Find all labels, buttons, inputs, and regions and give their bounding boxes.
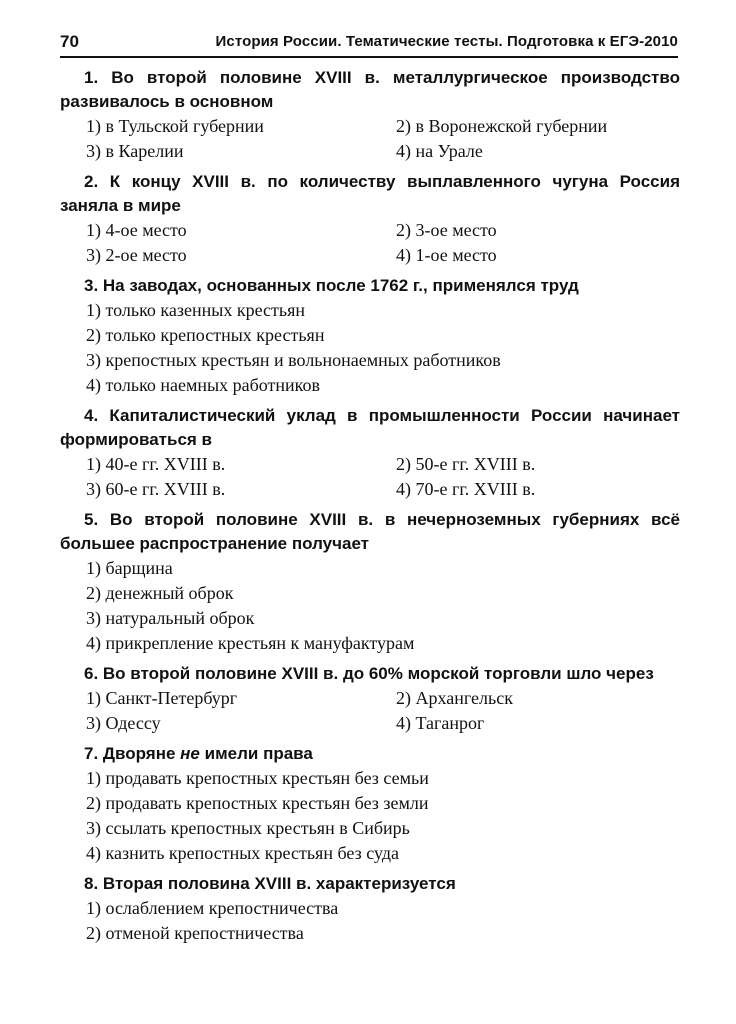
option: 2) продавать крепостных крестьян без земли	[86, 793, 429, 813]
option: 4) 70-е гг. XVIII в.	[396, 479, 536, 499]
question-7-text	[60, 742, 680, 766]
question-8-text: 8. Вторая половина XVIII в. характеризуется	[84, 874, 456, 893]
question-3	[60, 274, 680, 398]
option: 2) отменой крепостничества	[86, 923, 304, 943]
question-1-text: 1. Во второй половине XVIII в. металлургическое производство развивалось в основном	[60, 68, 680, 111]
option: 2) в Воронежской губернии	[396, 116, 608, 136]
option: 3) 2-ое место	[86, 245, 187, 265]
option: 3) Одессу	[86, 713, 161, 733]
question-8	[60, 872, 680, 946]
book-title: История России. Тематические тесты. Подготовка к ЕГЭ-2010	[215, 33, 678, 50]
option: 3) 60-е гг. XVIII в.	[86, 479, 226, 499]
option: 2) только крепостных крестьян	[86, 325, 325, 345]
question-7-options	[60, 766, 680, 866]
question-2-text: 2. К концу XVIII в. по количеству выплавленного чугуна Россия заняла в мире	[60, 172, 680, 215]
option: 4) на Урале	[396, 141, 483, 161]
question-7-text-start: 7. Дворяне	[84, 744, 181, 763]
question-6-options	[60, 686, 680, 736]
option: 4) казнить крепостных крестьян без суда	[86, 843, 399, 863]
option: 3) в Карелии	[86, 141, 184, 161]
question-4-options	[60, 452, 680, 502]
option: 2) Архангельск	[396, 688, 513, 708]
option: 3) натуральный оброк	[86, 608, 255, 628]
question-3-options	[60, 298, 680, 398]
option: 1) в Тульской губернии	[86, 116, 264, 136]
option: 2) денежный оброк	[86, 583, 234, 603]
option: 4) только наемных работников	[86, 375, 321, 395]
question-5-options	[60, 556, 680, 656]
question-2	[60, 170, 680, 268]
option: 1) ослаблением крепостничества	[86, 898, 339, 918]
option: 2) 50-е гг. XVIII в.	[396, 454, 536, 474]
question-3-text: 3. На заводах, основанных после 1762 г., применялся труд	[84, 276, 579, 295]
question-2-options	[60, 218, 680, 268]
option: 4) 1-ое место	[396, 245, 497, 265]
option: 1) только казенных крестьян	[86, 300, 305, 320]
option: 1) 4-ое место	[86, 220, 187, 240]
question-8-options	[60, 896, 680, 946]
option: 1) барщина	[86, 558, 173, 578]
option: 1) Санкт-Петербург	[86, 688, 238, 708]
question-7-text-end: имели права	[199, 744, 313, 763]
question-5-text: 5. Во второй половине XVIII в. в нечерноземных губерниях всё большее распространение получает	[60, 510, 680, 553]
page-number: 70	[60, 32, 79, 51]
option: 1) продавать крепостных крестьян без семьи	[86, 768, 429, 788]
question-1	[60, 66, 680, 164]
question-7-emphasis: не	[180, 744, 200, 763]
option: 2) 3-ое место	[396, 220, 497, 240]
question-5	[60, 508, 680, 656]
question-7	[60, 742, 680, 866]
question-6-text: 6. Во второй половине XVIII в. до 60% морской торговли шло через	[84, 664, 654, 683]
question-4	[60, 404, 680, 502]
option: 4) Таганрог	[396, 713, 485, 733]
question-4-text: 4. Капиталистический уклад в промышленности России начинает формироваться в	[60, 406, 680, 449]
question-6	[60, 662, 680, 736]
question-1-options	[60, 114, 680, 164]
test-content	[60, 66, 680, 952]
option: 1) 40-е гг. XVIII в.	[86, 454, 226, 474]
option: 3) ссылать крепостных крестьян в Сибирь	[86, 818, 410, 838]
option: 4) прикрепление крестьян к мануфактурам	[86, 633, 415, 653]
option: 3) крепостных крестьян и вольнонаемных работников	[86, 350, 501, 370]
page-header	[60, 26, 678, 58]
